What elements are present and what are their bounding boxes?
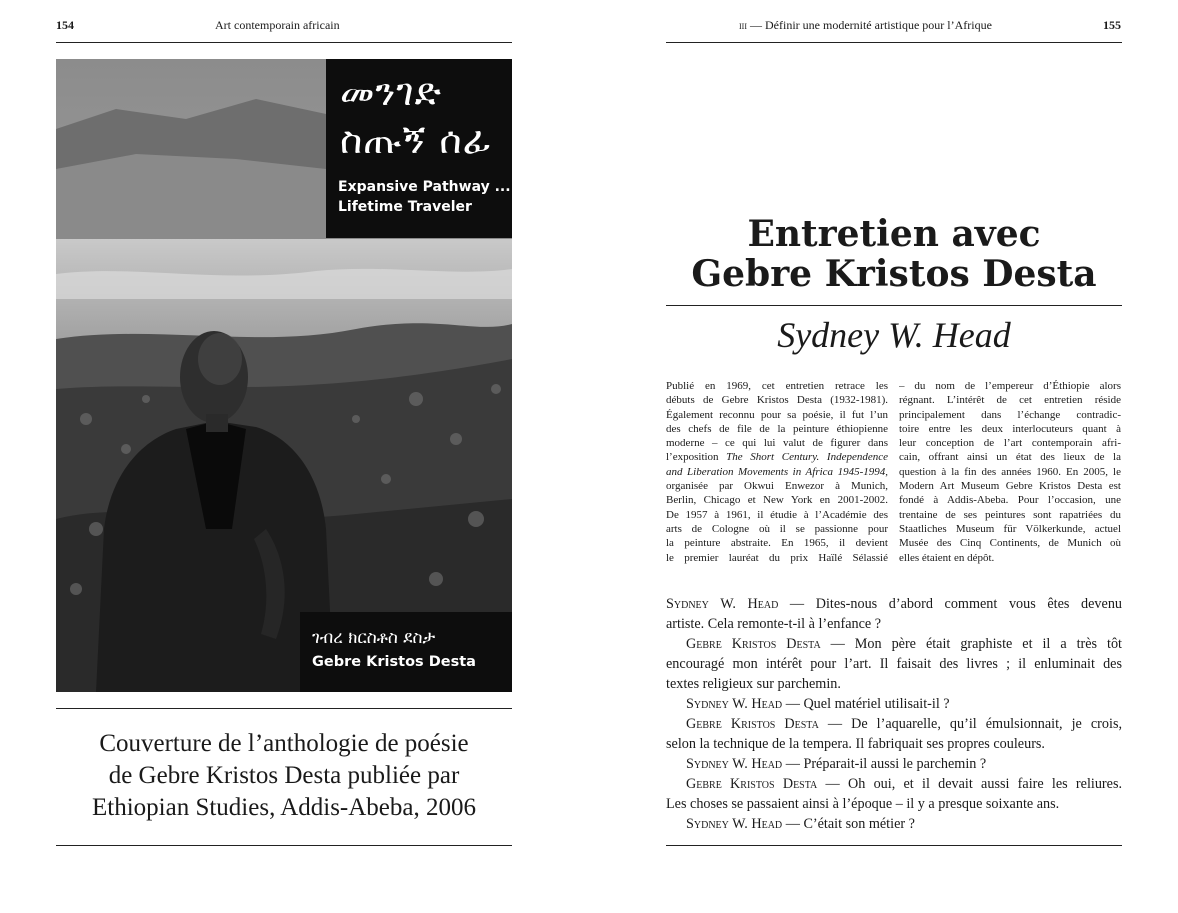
intro-line: le premier lauréat du prix Haïlé Sélassié: [666, 551, 888, 564]
dialogue-text: — De l’aquarelle, qu’il émulsionnait, je crois,: [827, 716, 1123, 732]
figure-caption: [56, 728, 512, 824]
dialogue-line: [666, 774, 1122, 794]
title-line: Entretien avec: [747, 213, 1041, 255]
intro-line: arts de Cologne où il se passionne pour: [666, 522, 888, 535]
speaker-name: Sydney W. Head: [686, 696, 783, 712]
dialogue-line: artiste. Cela remonte-t-il à l’enfance ?: [666, 616, 882, 632]
article-author: Sydney W. Head: [777, 315, 1011, 355]
dialogue-line: [666, 714, 1122, 734]
dialogue-line: Les choses se passaient ainsi à l’époque – il y a presque soixante ans.: [666, 796, 1060, 812]
intro-line: [666, 450, 888, 464]
speaker-name: Gebre Kristos Desta: [686, 716, 819, 732]
intro-line: elles étaient en dépôt.: [899, 551, 995, 564]
intro-line: débuts de Gebre Kristos Desta (1932-1981).: [666, 394, 888, 407]
intro-line: Berlin, Chicago et New York en 2001-2002.: [666, 494, 888, 507]
running-head-text: — Définir une modernité artistique pour l’Afrique: [750, 18, 992, 32]
speaker-name: Sydney W. Head: [686, 756, 783, 772]
dialogue-line: selon la technique de la tempera. Il fabriquait ses propres couleurs.: [666, 736, 1045, 752]
intro-line: des chefs de file de la peinture éthiopienne: [666, 422, 888, 435]
dialogue-line: [666, 814, 1122, 834]
intro-line: question à la fin des années 1960. En 2005, le: [899, 465, 1121, 478]
dialogue-text: — Dites-nous d’abord comment vous êtes devenu: [789, 596, 1123, 612]
dialogue-text: — Oh oui, et il devait aussi faire les reliures.: [825, 776, 1123, 792]
title-line: Gebre Kristos Desta: [691, 253, 1097, 295]
cover-english-title-2: Lifetime Traveler: [338, 199, 472, 215]
speaker-name: Sydney W. Head: [666, 596, 779, 612]
dialogue-line: textes religieux sur parchemin.: [666, 676, 841, 692]
intro-line: Publié en 1969, cet entretien retrace les: [666, 380, 888, 392]
caption-line: Ethiopian Studies, Addis-Abeba, 2006: [92, 794, 476, 821]
dialogue-line: [666, 694, 1122, 714]
dialogue-text: — Mon père était graphiste et il a très tôt: [830, 636, 1123, 652]
intro-line: Modern Art Museum Gebre Kristos Desta est: [899, 480, 1121, 493]
interview-dialogue: [666, 594, 1122, 834]
running-head-part: iii: [739, 18, 747, 32]
header-rule-left: [56, 42, 512, 43]
cover-amharic-author: ገብረ ክርስቶስ ደስታ: [312, 628, 436, 648]
intro-line: fondé à Addis-Abeba. Pour l’occasion, une: [899, 494, 1121, 507]
book-cover-image: [56, 59, 512, 692]
cover-author-box: [300, 612, 512, 692]
intro-line: principalement dans l’échange contradic-: [899, 408, 1121, 421]
intro-line: Également reconnu pour sa poésie, il fut l’un: [666, 408, 888, 421]
intro-line: organisée par Okwui Enwezor à Munich,: [666, 480, 888, 493]
caption-top-rule: [56, 708, 512, 709]
speaker-name: Gebre Kristos Desta: [686, 776, 818, 792]
exhibition-title: The Short Century. Independence: [726, 451, 888, 464]
intro-line: [666, 465, 888, 479]
dialogue-text: — Quel matériel utilisait-il ?: [785, 696, 950, 712]
cover-english-title-1: Expansive Pathway ...: [338, 179, 511, 195]
intro-text: l’exposition: [666, 451, 727, 464]
dialogue-line: [666, 754, 1122, 774]
intro-line: moderne – ce qui lui valut de figurer dans: [666, 437, 888, 450]
intro-line: régnant. L’intérêt de cet entretien réside: [899, 394, 1121, 407]
intro-line: toire entre les deux interlocuteurs quant à: [899, 422, 1121, 435]
header-rule-right: [666, 42, 1122, 43]
intro-column-left: [666, 379, 888, 565]
caption-line: Couverture de l’anthologie de poésie: [99, 730, 469, 757]
intro-line: leur conception de l’art contemporain afri-: [899, 437, 1121, 450]
title-rule: [666, 305, 1122, 306]
intro-line: – du nom de l’empereur d’Éthiopie alors: [899, 380, 1121, 392]
caption-bottom-rule: [56, 845, 512, 846]
cover-amharic-title-1: መንገድ: [340, 70, 442, 114]
dialogue-line: encouragé mon intérêt pour l’art. Il faisait des livres ; il enluminait des: [666, 656, 1122, 672]
dialogue-line: [666, 594, 1122, 614]
intro-column-right: [899, 379, 1121, 565]
exhibition-title: and Liberation Movements in Africa 1945-1994: [666, 465, 886, 478]
page-number-right: 155: [1103, 18, 1121, 32]
page-number-left: 154: [56, 18, 74, 32]
intro-line: trentaine de ses peintures sont rapatriées du: [899, 508, 1121, 521]
dialogue-text: — Préparait-il aussi le parchemin ?: [785, 756, 987, 772]
dialogue-text: — C’était son métier ?: [785, 816, 915, 832]
caption-line: de Gebre Kristos Desta publiée par: [108, 762, 460, 789]
dialogue-line: [666, 634, 1122, 654]
bottom-rule-right: [666, 845, 1122, 846]
cover-amharic-title-2: ስጡኝ ሰፊ: [340, 118, 492, 162]
running-head-right: [739, 18, 992, 33]
speaker-name: Gebre Kristos Desta: [686, 636, 821, 652]
intro-text: ,: [885, 465, 888, 478]
article-title: [666, 214, 1122, 294]
intro-line: cain, offrant ainsi un état des lieux de la: [899, 451, 1121, 464]
intro-line: la peinture abstraite. En 1965, il devient: [666, 537, 888, 550]
cover-author-name: Gebre Kristos Desta: [312, 654, 476, 670]
running-head-left: Art contemporain africain: [215, 18, 340, 32]
intro-line: De 1957 à 1961, il étudie à l’Académie des: [666, 508, 888, 521]
intro-line: Staatliches Museum für Völkerkunde, actuel: [899, 522, 1121, 535]
speaker-name: Sydney W. Head: [686, 816, 783, 832]
cover-title-box: [326, 59, 512, 238]
intro-line: Musée des Cinq Continents, de Munich où: [899, 537, 1121, 550]
